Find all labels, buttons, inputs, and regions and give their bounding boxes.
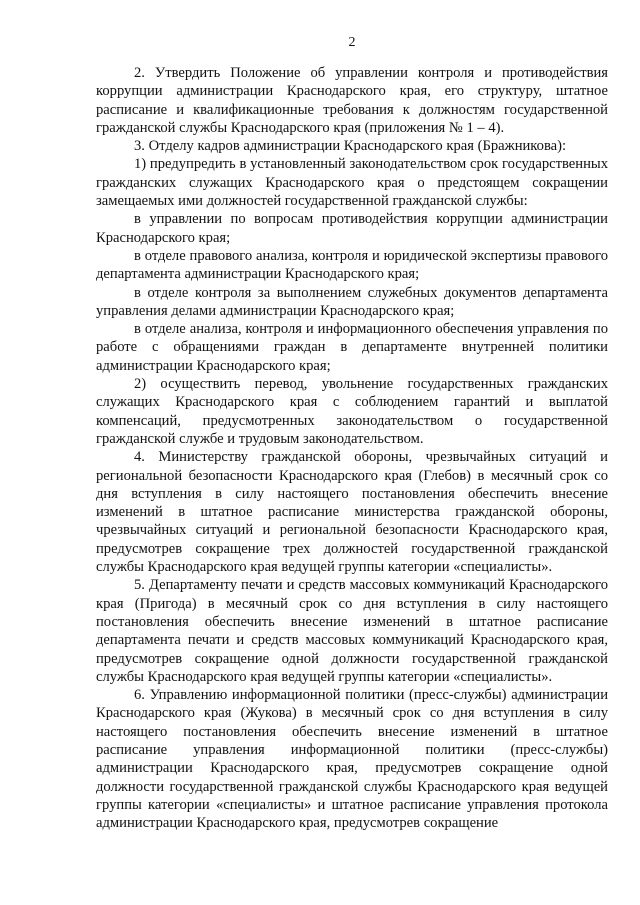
paragraph-anticorruption-directorate: в управлении по вопросам противодействия коррупции администрации Краснодарского края;	[96, 211, 608, 246]
paragraph-item-5-press-department: 5. Департаменту печати и средств массовых коммуникаций Краснодарского края (Пригода) в месячный срок со дня вступления в силу настоящего постановления обеспечить внесение изменений в штатное расписание департамента печати и средств массовых коммуникаций Краснодарского края, предусмотрев сокращение одной должности государственной гражданской службы Краснодарского края ведущей группы категории «специалисты».	[96, 577, 608, 685]
page-number: 2	[348, 35, 356, 50]
paragraph-subitem-2-transfer-dismissal: 2) осуществить перевод, увольнение государственных гражданских служащих Краснодарского края с соблюдением гарантий и выплатой компенсаций, предусмотренных законодательством о государственной гражданской службе и трудовым законодательством.	[96, 376, 608, 447]
paragraph-legal-analysis-section: в отделе правового анализа, контроля и юридической экспертизы правового департамента администрации Краснодарского края;	[96, 247, 608, 283]
paragraph-item-6-information-policy: 6. Управлению информационной политики (пресс-службы) администрации Краснодарского края (Жукова) в месячный срок со дня вступления в силу настоящего постановления обеспечить внесение изменений в штатное расписание управления информационной политики (пресс-службы) администрации Краснодарского края, предусмотрев сокращение одной должности государственной гражданской службы Краснодарского края ведущей группы категории «специалисты» и штатное расписание управления протокола администрации Краснодарского края, предусмотрев сокращение	[96, 687, 608, 832]
document-page	[96, 34, 608, 894]
paragraph-document-control-section: в отделе контроля за выполнением служебных документов департамента управления делами администрации Краснодарского края;	[96, 284, 608, 319]
paragraph-item-3-hr-department: 3. Отделу кадров администрации Краснодарского края (Бражникова):	[134, 138, 567, 155]
paragraph-item-2-approve-regulation: 2. Утвердить Положение об управлении контроля и противодействия коррупции администрации Краснодарского края, его структуру, штатное расписание и квалификационные требования к должностям государственной гражданской службы Краснодарского края (приложения № 1 – 4).	[96, 65, 608, 136]
paragraph-citizen-appeals-section: в отделе анализа, контроля и информационного обеспечения управления по работе с обращениями граждан в департаменте внутренней политики администрации Краснодарского края;	[96, 321, 608, 374]
paragraph-item-4-civil-defense-ministry: 4. Министерству гражданской обороны, чрезвычайных ситуаций и региональной безопасности Краснодарского края (Глебов) в месячный срок со дня вступления в силу настоящего постановления обеспечить внесение изменений в штатное расписание министерства гражданской обороны, чрезвычайных ситуаций и региональной безопасности Краснодарского края, предусмотрев сокращение трех должностей государственной гражданской службы Краснодарского края ведущей группы категории «специалисты».	[96, 449, 608, 576]
paragraph-subitem-1-warn-employees: 1) предупредить в установленный законодательством срок государственных гражданских служащих Краснодарского края о предстоящем сокращении замещаемых ими должностей государственной гражданской службы:	[96, 156, 608, 210]
